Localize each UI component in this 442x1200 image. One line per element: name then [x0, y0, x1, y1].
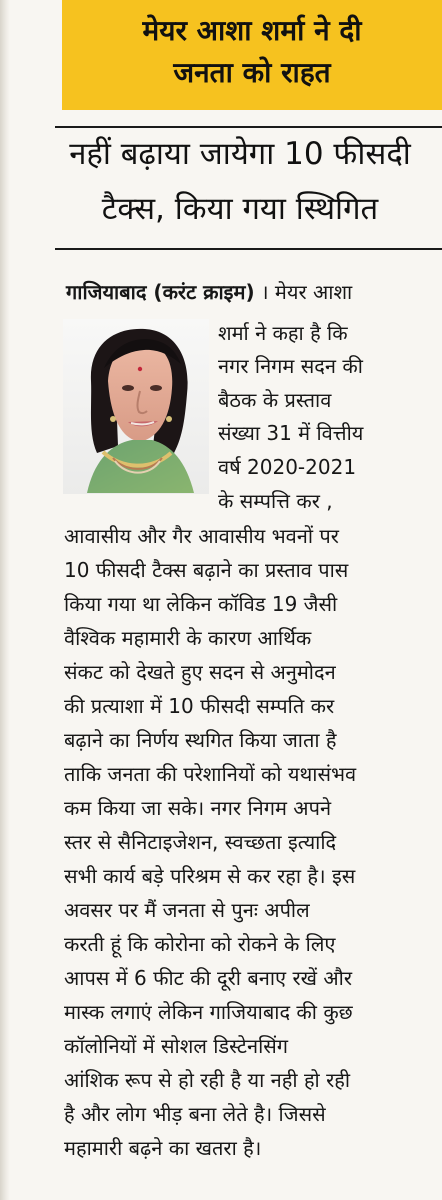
- article-line-24: है और लोग भीड़ बना लेते है। जिससे: [64, 1102, 326, 1126]
- article-line-5: वर्ष 2020-2021: [218, 455, 357, 479]
- article-line-15: कम किया जा सके। नगर निगम अपने: [64, 796, 332, 820]
- article-line-25: महामारी बढ़ने का खतरा है।: [64, 1136, 262, 1160]
- article-line-21: मास्क लगाएं लेकिन गाजियाबाद की कुछ: [64, 1000, 353, 1024]
- article-line-19: करती हूं कि कोरोना को रोकने के लिए: [64, 932, 336, 956]
- banner-line-2: जनता को राहत: [173, 56, 331, 89]
- paper-edge-shadow: [0, 0, 10, 1200]
- article-line-20: आपस में 6 फीट की दूरी बनाए रखें और: [64, 966, 353, 990]
- main-headline-line-1: नहीं बढ़ाया जायेगा 10 फीसदी: [69, 136, 411, 172]
- article-line-10: वैश्विक महामारी के कारण आर्थिक: [64, 626, 312, 650]
- article-line-1: शर्मा ने कहा है कि: [218, 321, 348, 345]
- article-dateline: [66, 279, 352, 305]
- mayor-photo: [63, 319, 209, 494]
- article-line-16: स्तर से सैनिटाइजेशन, स्वच्छता इत्यादि: [64, 830, 337, 854]
- banner-line-1: मेयर आशा शर्मा ने दी: [142, 14, 362, 47]
- article-line-2: नगर निगम सदन की: [218, 354, 363, 378]
- dateline-location-source: गाजियाबाद (करंट क्राइम): [66, 280, 255, 304]
- article-line-23: आंशिक रूप से हो रही है या नही हो रही: [64, 1068, 351, 1092]
- main-headline: [55, 126, 425, 244]
- dateline-tail-text: । मेयर आशा: [260, 280, 353, 304]
- article-line-11: संकट को देखते हुए सदन से अनुमोदन: [64, 660, 336, 684]
- article-line-9: किया गया था लेकिन कॉविड 19 जैसी: [64, 592, 338, 616]
- article-line-22: कॉलोनियों में सोशल डिस्टेनसिंग: [64, 1034, 289, 1058]
- article-line-17: सभी कार्य बड़े परिश्रम से कर रहा है। इस: [64, 864, 356, 888]
- woman-portrait-illustration: [63, 319, 209, 494]
- article-line-12: की प्रत्याशा में 10 फीसदी सम्पति कर: [64, 694, 335, 718]
- article-line-3: बैठक के प्रस्ताव: [218, 388, 332, 412]
- main-headline-line-2: टैक्स, किया गया स्थिगित: [101, 191, 379, 227]
- article-line-18: अवसर पर मैं जनता से पुनः अपील: [64, 898, 310, 922]
- article-line-8: 10 फीसदी टैक्स बढ़ाने का प्रस्ताव पास: [64, 558, 349, 582]
- article-line-7: आवासीय और गैर आवासीय भवनों पर: [64, 524, 339, 548]
- headline-banner: [62, 0, 442, 110]
- article-line-4: संख्या 31 में वित्तीय: [218, 421, 364, 445]
- article-line-13: बढ़ाने का निर्णय स्थगित किया जाता है: [64, 728, 337, 752]
- article-line-14: ताकि जनता की परेशानियों को यथासंभव: [64, 762, 357, 786]
- article-line-6: के सम्पत्ति कर ,: [218, 489, 333, 513]
- headline-bottom-rule: [55, 248, 442, 250]
